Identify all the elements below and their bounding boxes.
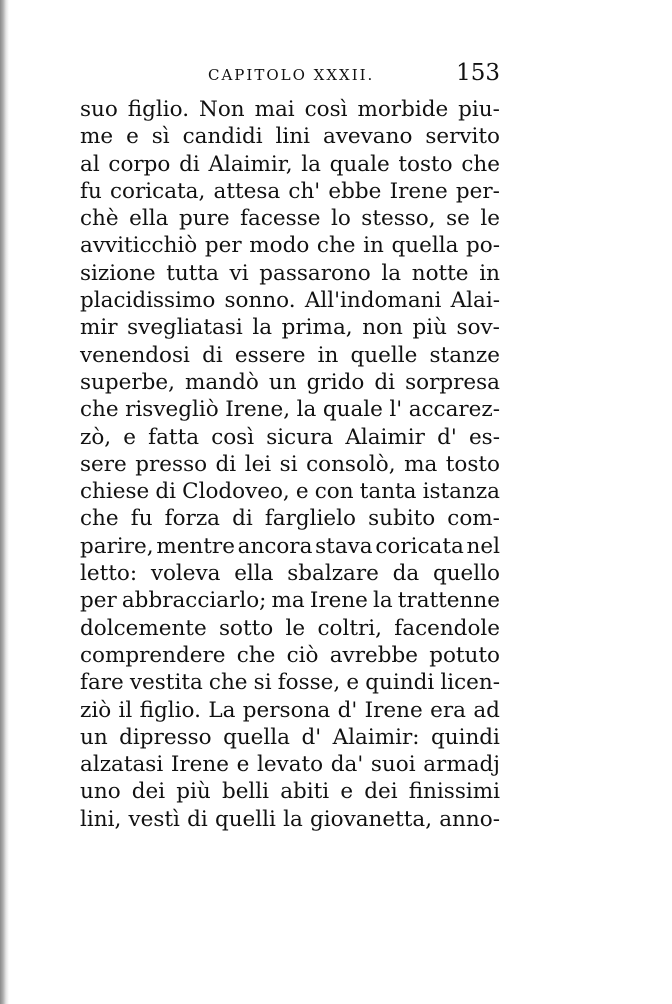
text-line <box>80 587 500 614</box>
text-word: Irene <box>364 697 423 723</box>
text-word: armadj <box>423 752 500 778</box>
text-word: il <box>118 697 133 723</box>
text-word: La <box>208 697 236 723</box>
text-line <box>80 505 500 532</box>
text-word: vestita <box>129 670 203 696</box>
text-word: che <box>80 506 119 532</box>
text-word: coltri, <box>317 615 382 641</box>
text-word: anno- <box>439 806 500 832</box>
text-word: comprendere <box>80 642 226 668</box>
text-word: passarono <box>259 260 371 286</box>
text-word: morbide <box>357 97 449 122</box>
text-word: che <box>236 642 276 668</box>
text-word: es- <box>468 424 500 450</box>
text-word: quindi <box>430 724 500 750</box>
text-word: mandò <box>185 369 259 395</box>
text-word: la <box>296 397 317 423</box>
text-word: voleva <box>150 561 221 587</box>
text-word: per <box>204 233 242 259</box>
text-word: me <box>80 124 114 150</box>
text-line <box>80 424 500 451</box>
text-line <box>80 151 500 178</box>
text-word: la <box>252 315 273 341</box>
text-word: dei <box>364 779 398 805</box>
text-word: svegliatasi <box>127 315 243 341</box>
text-word: ancora <box>237 533 313 559</box>
text-word: lei <box>244 451 272 477</box>
text-word: che <box>208 670 248 696</box>
text-word: prima, <box>281 315 353 341</box>
text-word: Irene <box>309 588 368 614</box>
text-line <box>80 96 500 123</box>
text-word: tosto <box>445 451 500 477</box>
text-line <box>80 369 500 396</box>
text-word: quale <box>322 397 383 423</box>
text-word: dei <box>131 779 166 805</box>
text-word: di <box>374 369 396 395</box>
text-word: le <box>285 615 306 641</box>
text-word: sere <box>80 451 127 477</box>
text-word: parire, <box>80 533 154 559</box>
text-line <box>80 697 500 724</box>
text-line <box>80 560 500 587</box>
text-word: suo <box>80 97 118 122</box>
page-number: 153 <box>456 60 500 86</box>
text-word: vestì <box>128 806 180 832</box>
text-line <box>80 533 500 560</box>
text-word: quale <box>329 151 390 177</box>
text-word: sov- <box>456 315 500 341</box>
text-word: uno <box>80 779 121 805</box>
text-word: ma <box>404 451 438 477</box>
text-word: Clodoveo, <box>182 479 290 505</box>
text-word: in <box>479 260 500 286</box>
text-word: e <box>346 670 360 696</box>
text-word: un <box>80 724 108 750</box>
text-word: Alai- <box>450 288 500 314</box>
text-word: zò, <box>80 424 112 450</box>
text-word: si <box>253 670 272 696</box>
text-word: superbe, <box>80 369 175 395</box>
text-word: più <box>412 315 447 341</box>
text-word: facesse <box>240 206 321 232</box>
text-word: sotto <box>219 615 274 641</box>
text-word: quindi <box>365 670 435 696</box>
text-word: subito <box>368 506 436 532</box>
text-word: venendosi <box>80 342 190 368</box>
text-word: piu- <box>458 97 500 122</box>
text-word: così <box>211 424 255 450</box>
text-word: e <box>123 424 136 450</box>
text-word: quelle <box>350 342 418 368</box>
text-word: sicura <box>266 424 334 450</box>
text-word: era <box>430 697 466 723</box>
text-word: per <box>80 588 117 614</box>
text-word: farglielo <box>264 506 356 532</box>
text-word: l' <box>389 397 403 423</box>
text-word: più <box>176 779 211 805</box>
text-word: tutta <box>166 260 219 286</box>
text-line <box>80 342 500 369</box>
text-word: presso <box>135 451 208 477</box>
text-word: per- <box>455 178 500 204</box>
text-word: e <box>236 752 250 778</box>
text-word: levato <box>256 752 324 778</box>
text-word: tanta <box>359 479 417 505</box>
text-word: che <box>461 151 500 177</box>
text-word: le <box>480 206 500 232</box>
text-word: Alaimir: <box>332 724 420 750</box>
text-word: modo <box>249 233 310 259</box>
text-word: quello <box>432 561 500 587</box>
text-line <box>80 232 500 259</box>
text-word: sonno. <box>224 288 296 314</box>
text-word: tosto <box>398 151 453 177</box>
text-word: belli <box>221 779 270 805</box>
text-word: avviticchiò <box>80 233 198 259</box>
text-word: dolcemente <box>80 615 207 641</box>
text-word: mir <box>80 315 118 341</box>
text-word: sì <box>151 124 170 150</box>
text-word: coricata, <box>110 178 206 204</box>
text-word: di <box>232 506 253 532</box>
text-word: quelli <box>214 806 276 832</box>
text-word: pure <box>178 206 230 232</box>
text-line <box>80 260 500 287</box>
text-word: persona <box>242 697 331 723</box>
text-word: stanze <box>429 342 500 368</box>
text-line <box>80 178 500 205</box>
text-word: lini <box>275 124 311 150</box>
text-word: che <box>80 397 119 423</box>
text-word: e <box>126 124 139 150</box>
text-word: di <box>155 479 177 505</box>
text-word: con <box>314 479 354 505</box>
text-word: fare <box>80 670 124 696</box>
text-word: la <box>373 588 393 614</box>
text-word: vi <box>229 260 249 286</box>
text-word: in <box>363 233 384 259</box>
text-line <box>80 615 500 642</box>
text-line <box>80 314 500 341</box>
text-line <box>80 396 500 423</box>
text-word: quella <box>223 724 290 750</box>
text-word: di <box>215 451 237 477</box>
text-word: Alaimir, <box>208 151 293 177</box>
text-line <box>80 287 500 314</box>
text-word: e <box>295 479 309 505</box>
chapter-title: CAPITOLO XXXII. <box>208 66 375 84</box>
text-word: ch' <box>288 178 321 204</box>
text-word: di <box>202 342 223 368</box>
text-word: figlio. <box>127 97 190 122</box>
text-word: chè <box>80 206 119 232</box>
text-word: facendole <box>394 615 500 641</box>
text-word: licen- <box>440 670 500 696</box>
text-word: avevano <box>322 124 413 150</box>
text-word: la <box>301 151 321 177</box>
text-word: fu <box>80 178 102 204</box>
text-word: ella <box>234 561 274 587</box>
text-line <box>80 778 500 805</box>
text-word: così <box>304 97 348 122</box>
running-head <box>80 60 500 96</box>
text-word: forza <box>164 506 220 532</box>
text-word: trattenne <box>397 588 500 614</box>
text-word: fosse, <box>277 670 341 696</box>
text-word: un <box>268 369 297 395</box>
text-word: di <box>187 806 208 832</box>
text-word: letto: <box>80 561 138 587</box>
text-word: istanza <box>422 479 500 505</box>
text-word: finissimi <box>408 779 500 805</box>
text-word: ziò <box>80 697 112 723</box>
text-word: abbracciarlo; <box>121 588 267 614</box>
text-word: ebbe <box>328 178 382 204</box>
text-word: mai <box>254 97 295 122</box>
text-word: stesso, <box>361 206 436 232</box>
text-word: si <box>279 451 298 477</box>
text-word: mentre <box>156 533 235 559</box>
text-word: All'indomani <box>304 288 442 314</box>
text-word: notte <box>411 260 469 286</box>
text-word: lo <box>330 206 351 232</box>
text-line <box>80 724 500 751</box>
text-word: fu <box>130 506 153 532</box>
text-word: grido <box>306 369 365 395</box>
text-word: risvegliò <box>125 397 219 423</box>
text-line <box>80 205 500 232</box>
text-word: Non <box>199 97 245 122</box>
text-line <box>80 642 500 669</box>
text-word: figlio. <box>139 697 201 723</box>
text-line <box>80 669 500 696</box>
text-word: stava <box>315 533 373 559</box>
text-word: ad <box>473 697 500 723</box>
text-line <box>80 451 500 478</box>
text-word: quella <box>391 233 459 259</box>
text-word: Irene, <box>225 397 291 423</box>
text-word: al <box>80 151 100 177</box>
text-word: lini, <box>80 806 122 832</box>
page-binding-shadow <box>0 0 9 1004</box>
text-word: corpo <box>108 151 171 177</box>
text-word: sbalzare <box>287 561 379 587</box>
text-word: ma <box>271 588 305 614</box>
text-line <box>80 751 500 778</box>
text-word: accarez- <box>408 397 500 423</box>
text-word: da' <box>330 752 364 778</box>
text-word: fatta <box>148 424 200 450</box>
text-word: servito <box>425 124 500 150</box>
text-word: e <box>340 779 354 805</box>
text-word: sorpresa <box>405 369 500 395</box>
text-word: d' <box>301 724 322 750</box>
text-word: alzatasi <box>80 752 164 778</box>
text-word: di <box>179 151 200 177</box>
text-word: la <box>283 806 303 832</box>
text-word: com- <box>447 506 500 532</box>
text-word: da <box>392 561 420 587</box>
text-word: la <box>381 260 402 286</box>
text-word: consolò, <box>306 451 396 477</box>
text-word: candidi <box>182 124 263 150</box>
text-word: Alaimir <box>345 424 425 450</box>
text-line <box>80 806 500 833</box>
text-line <box>80 478 500 505</box>
text-word: giovanetta, <box>309 806 433 832</box>
text-word: coricata <box>375 533 464 559</box>
body-text <box>80 96 500 833</box>
text-word: ciò <box>286 642 319 668</box>
text-word: potuto <box>429 642 500 668</box>
text-word: Irene <box>389 178 448 204</box>
text-word: se <box>446 206 470 232</box>
text-word: Irene <box>170 752 229 778</box>
text-word: po- <box>466 233 500 259</box>
text-word: dipresso <box>119 724 212 750</box>
text-word: nel <box>466 533 500 559</box>
text-word: abiti <box>280 779 330 805</box>
text-word: attesa <box>213 178 281 204</box>
text-word: d' <box>437 424 457 450</box>
text-word: suoi <box>370 752 416 778</box>
text-word: che <box>316 233 356 259</box>
text-word: d' <box>337 697 358 723</box>
text-line <box>80 123 500 150</box>
text-word: ella <box>129 206 169 232</box>
text-word: non <box>362 315 403 341</box>
text-word: placidissimo <box>80 288 216 314</box>
text-word: in <box>317 342 339 368</box>
text-word: sizione <box>80 260 156 286</box>
text-word: essere <box>234 342 306 368</box>
text-word: chiese <box>80 479 150 505</box>
text-word: avrebbe <box>329 642 418 668</box>
